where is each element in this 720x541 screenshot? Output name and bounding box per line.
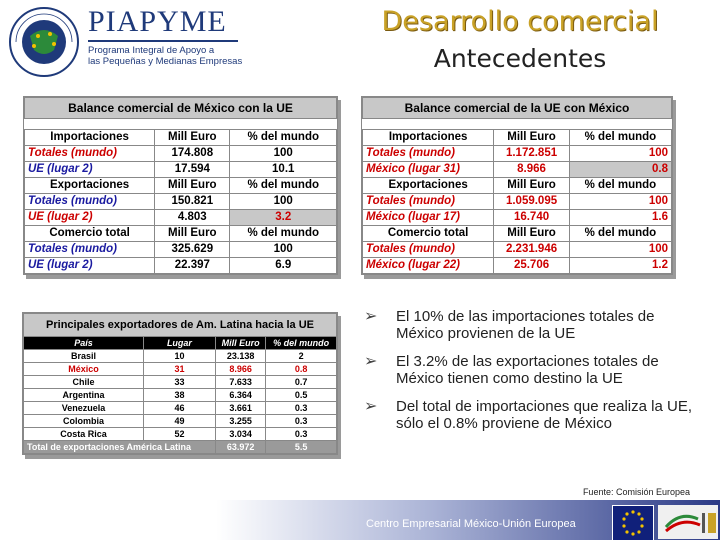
cell-pct: 100 [230,242,337,258]
brand-subtitle-line-2: las Pequeñas y Medianas Empresas [88,56,243,67]
cell-value: 3.034 [215,428,265,441]
row-label: UE (lugar 2) [25,210,155,226]
cell-pct: 0.8 [266,363,337,376]
cell-value: 8.966 [494,162,570,178]
cell-value: 17.594 [155,162,230,178]
cell-value: 3.255 [215,415,265,428]
cell-pct: 100 [569,146,671,162]
cell-value: 25.706 [494,258,570,274]
cell-pct-highlight: 3.2 [230,210,337,226]
cell-value: 16.740 [494,210,570,226]
row-label: UE (lugar 2) [25,162,155,178]
column-header: % del mundo [230,226,337,242]
cell-value: 8.966 [215,363,265,376]
row-label: Totales (mundo) [363,242,494,258]
bullet-item [364,308,694,342]
column-header: Mill Euro [494,178,570,194]
brand-rule [88,40,238,42]
cell-rank: 10 [144,350,216,363]
cell-pct: 0.3 [266,402,337,415]
bullet-list [364,308,694,443]
cell-value: 6.364 [215,389,265,402]
arrow-bullet-icon: ➢ [364,353,378,370]
row-label: México (lugar 31) [363,162,494,178]
eu-flag-icon [612,505,654,541]
cell-value: 325.629 [155,242,230,258]
table-row [24,363,337,376]
table-ue-mexico [361,96,673,275]
section-heading: Exportaciones [363,178,494,194]
table-caption: Balance comercial de la UE con México [363,98,672,119]
row-label: Totales (mundo) [25,194,155,210]
source-note: Fuente: Comisión Europea [582,487,690,497]
column-header: Mill Euro [155,178,230,194]
cell-pct: 1.6 [569,210,671,226]
table-total-row [24,441,337,454]
cell-value: 22.397 [155,258,230,274]
bullet-item [364,398,694,432]
table-mexico-ue [23,96,338,275]
table-row [24,350,337,363]
row-label: Totales (mundo) [363,146,494,162]
column-header: % del mundo [569,130,671,146]
total-value: 63.972 [215,441,265,454]
section-heading: Exportaciones [25,178,155,194]
slide-title: Desarrollo comercial [381,6,659,37]
table-caption: Balance comercial de México con la UE [25,98,337,119]
brand-name: PIAPYME [88,5,227,38]
table-row [24,376,337,389]
section-heading: Importaciones [25,130,155,146]
column-header: Mill Euro [155,226,230,242]
brand-subtitle-line-1: Programa Integral de Apoyo a [88,45,215,56]
cell-country: Argentina [24,389,144,402]
mexico-economia-logo [658,505,718,539]
cell-country: Chile [24,376,144,389]
cell-value: 1.172.851 [494,146,570,162]
cell-pct: 1.2 [569,258,671,274]
column-header: % del mundo [230,130,337,146]
column-header: Mill Euro [494,130,570,146]
column-header: Mill Euro [215,337,265,350]
row-label: México (lugar 17) [363,210,494,226]
arrow-bullet-icon: ➢ [364,398,378,415]
cell-country: México [24,363,144,376]
bullet-text: Del total de importaciones que realiza la UE, sólo el 0.8% proviene de México [396,398,692,432]
column-header: % del mundo [569,178,671,194]
total-pct: 5.5 [266,441,337,454]
cell-rank: 49 [144,415,216,428]
cell-pct: 2 [266,350,337,363]
cell-value: 2.231.946 [494,242,570,258]
total-label: Total de exportaciones América Latina [24,441,216,454]
cell-country: Costa Rica [24,428,144,441]
piapyme-brand [88,6,248,67]
cell-pct: 100 [569,242,671,258]
bullet-item [364,353,694,387]
cell-pct: 6.9 [230,258,337,274]
column-header: % del mundo [266,337,337,350]
cell-pct: 0.3 [266,415,337,428]
column-header: País [24,337,144,350]
column-header: Mill Euro [155,130,230,146]
cell-value: 23.138 [215,350,265,363]
cell-country: Venezuela [24,402,144,415]
table-row [24,415,337,428]
table-row [24,389,337,402]
cell-value: 3.661 [215,402,265,415]
cell-pct: 100 [230,146,337,162]
cell-rank: 38 [144,389,216,402]
column-header: % del mundo [569,226,671,242]
cell-country: Brasil [24,350,144,363]
cell-value: 7.633 [215,376,265,389]
bullet-text: El 3.2% de las exportaciones totales de México tienen como destino la UE [396,353,659,387]
cell-pct: 10.1 [230,162,337,178]
row-label: Totales (mundo) [363,194,494,210]
table-caption: Principales exportadores de Am. Latina hacia la UE [24,314,337,337]
cell-pct: 0.3 [266,428,337,441]
column-header: Lugar [144,337,216,350]
bullet-text: El 10% de las importaciones totales de México provienen de la UE [396,308,655,342]
cell-rank: 31 [144,363,216,376]
row-label: Totales (mundo) [25,242,155,258]
column-header: Mill Euro [494,226,570,242]
cell-pct: 100 [230,194,337,210]
section-heading: Comercio total [363,226,494,242]
cell-pct-highlight: 0.8 [569,162,671,178]
row-label: UE (lugar 2) [25,258,155,274]
cell-rank: 33 [144,376,216,389]
cemue-seal-logo [8,6,80,78]
cell-pct: 0.7 [266,376,337,389]
cell-country: Colombia [24,415,144,428]
arrow-bullet-icon: ➢ [364,308,378,325]
cell-value: 1.059.095 [494,194,570,210]
table-row [24,402,337,415]
section-heading: Importaciones [363,130,494,146]
cell-value: 150.821 [155,194,230,210]
table-row [24,428,337,441]
cell-rank: 46 [144,402,216,415]
slide-subtitle: Antecedentes [433,44,607,73]
row-label: México (lugar 22) [363,258,494,274]
footer-text: Centro Empresarial México-Unión Europea [366,518,576,530]
cell-pct: 0.5 [266,389,337,402]
cell-value: 4.803 [155,210,230,226]
cell-value: 174.808 [155,146,230,162]
column-header: % del mundo [230,178,337,194]
section-heading: Comercio total [25,226,155,242]
table-latam-exporters [22,312,338,455]
cell-rank: 52 [144,428,216,441]
row-label: Totales (mundo) [25,146,155,162]
cell-pct: 100 [569,194,671,210]
